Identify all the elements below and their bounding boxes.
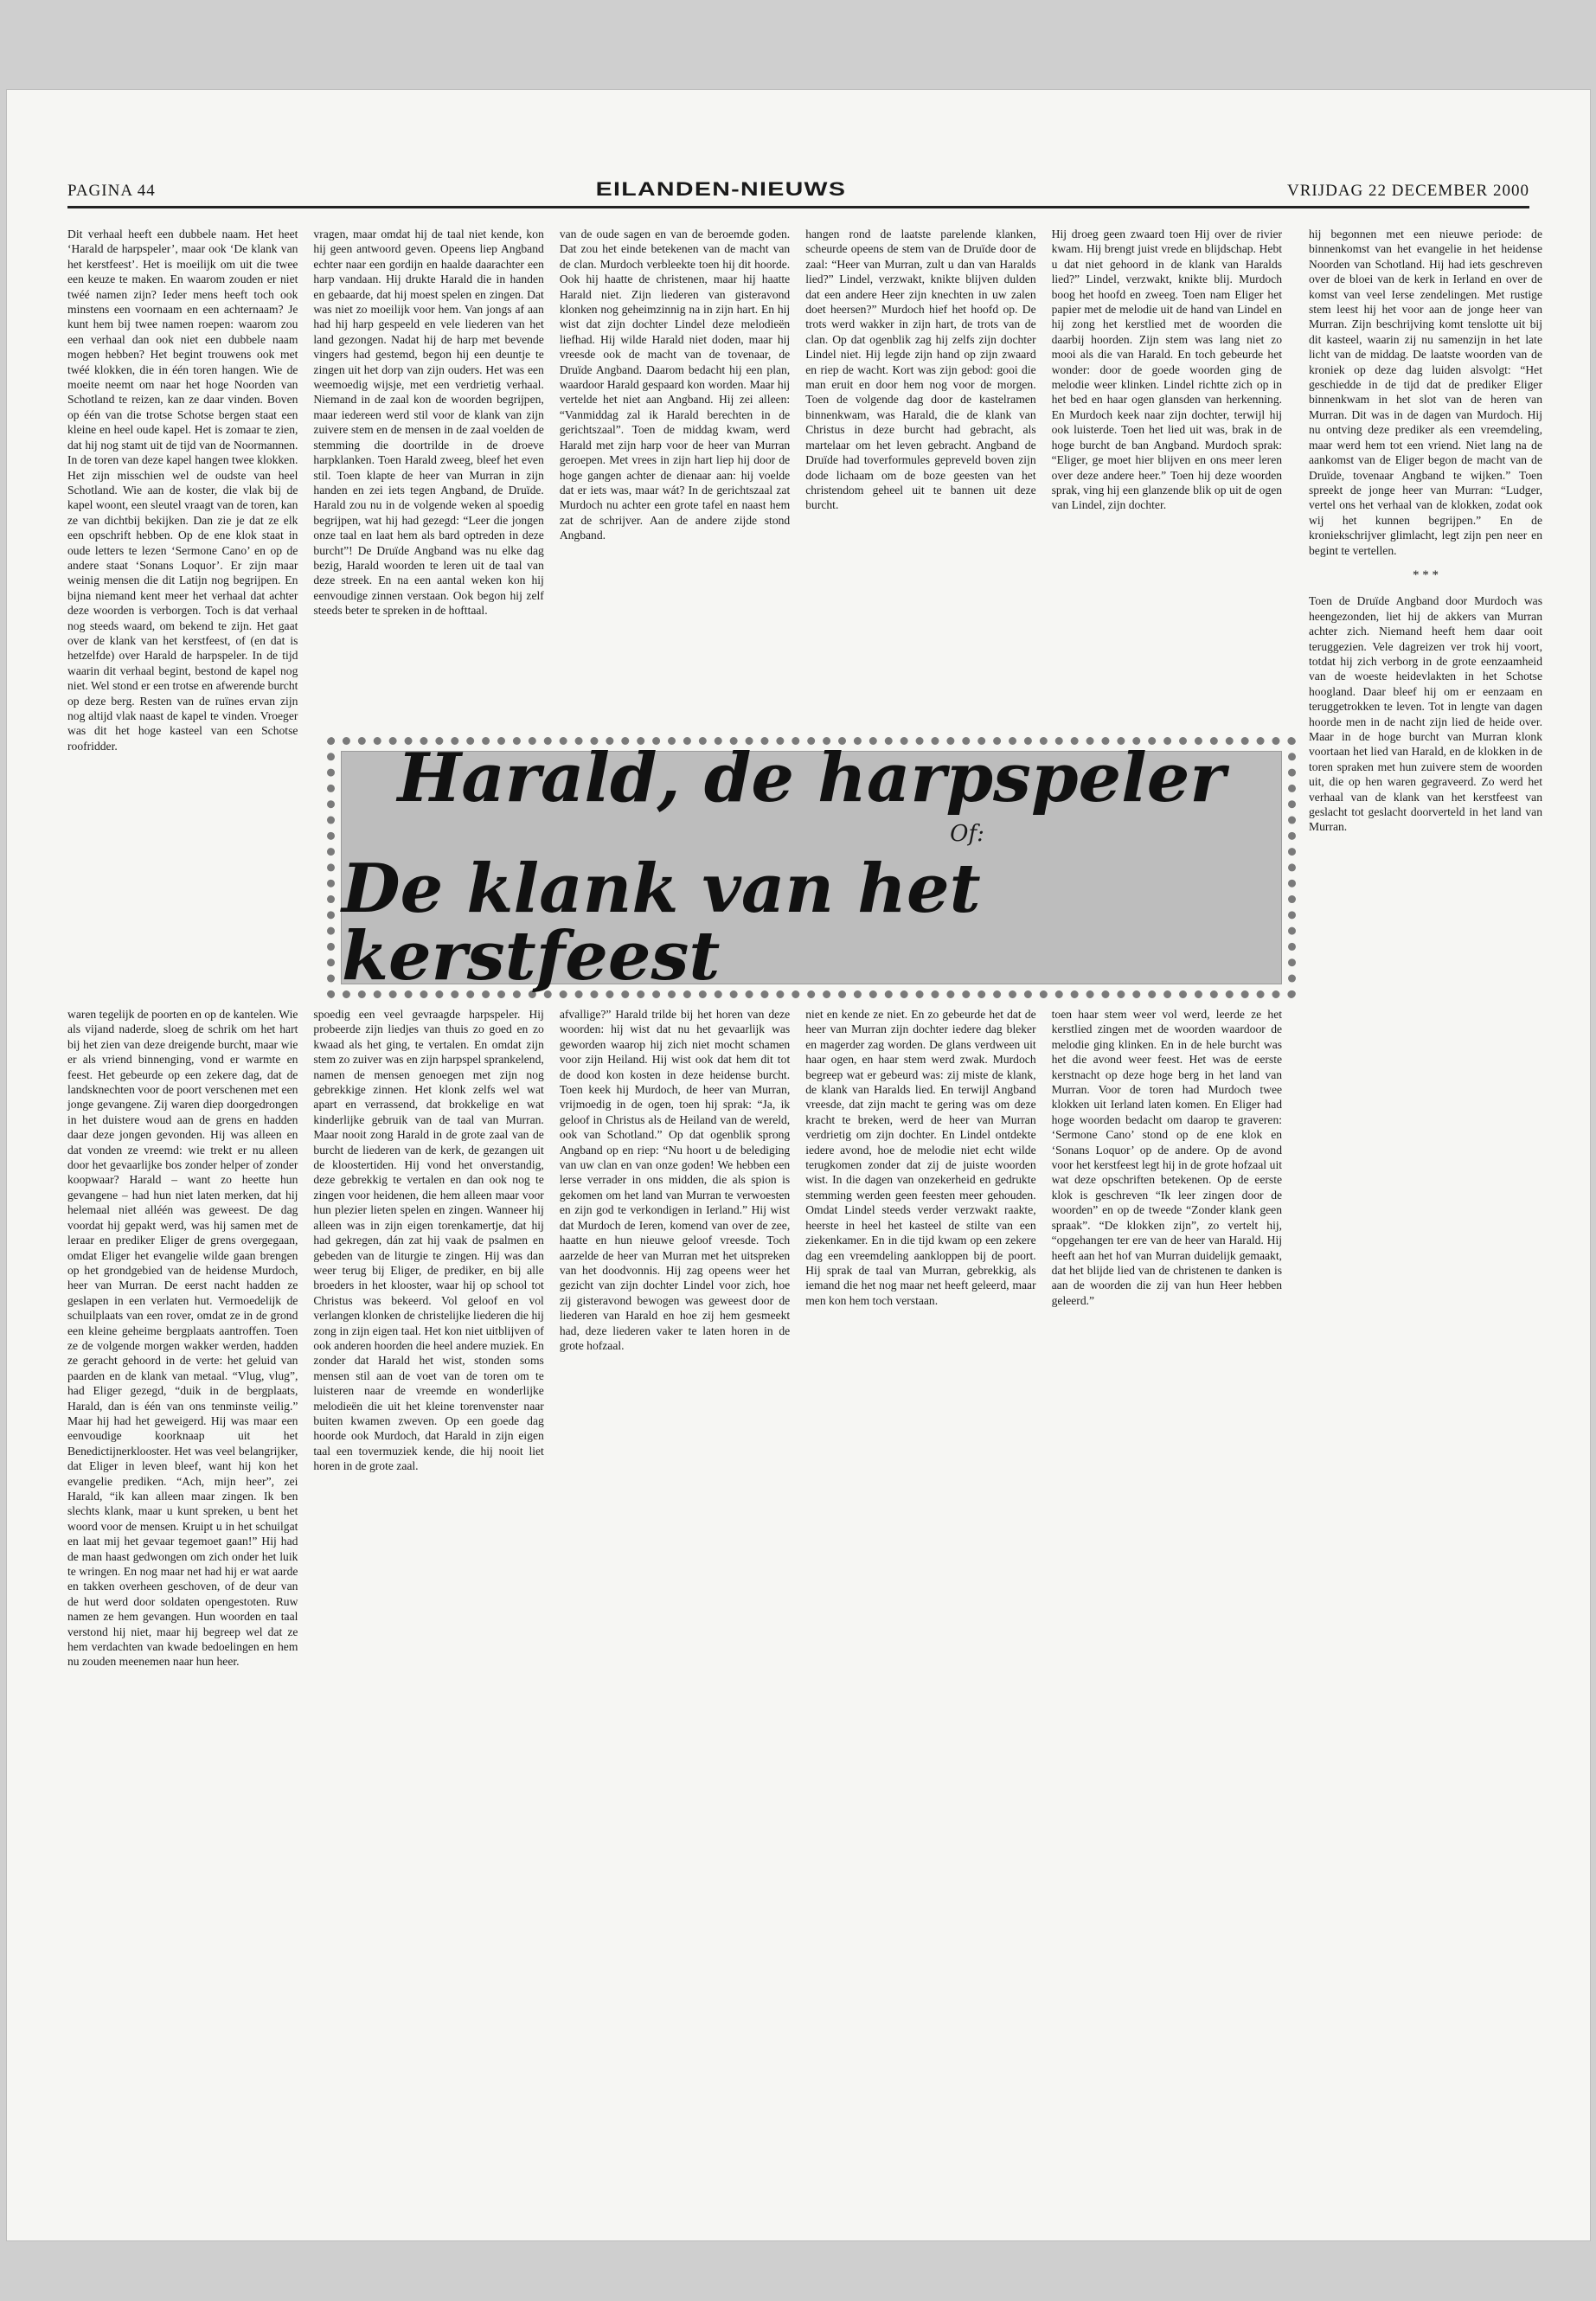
headline-subtitle: De klank van het kerstfeest: [342, 849, 981, 996]
paragraph: niet en kende ze niet. En zo gebeurde het dat de heer van Murran zijn dochter iedere dag bleker en magerder zag worden. De glans verdween uit haar ogen, en haar stem werd zwak. Murdoch begreep wat er gebeurd was: zij miste de klank, de klank van Haralds lied. En terwijl Angband vreesde, dat zijn macht te gering was om deze kracht te breken, werd de heer van Murran verdrietig om zijn dochter. En Lindel ontdekte iedere avond, hoe de melodie niet echt wilde terugkomen zonder dat zij de juiste woorden wist. In die dagen van onzekerheid en gedrukte stemming werden geen feesten meer gehouden. Omdat Lindel steeds verder verzwakt raakte, heerste in heel het kasteel de stilte van een ziekenkamer. En in die tijd kwam op een zekere dag een vreemdeling aankloppen bij de poort. Hij sprak de taal van Murran, gebrekkig, als iemand die het nog maar net heeft geleerd, maar men kon hem toch verstaan.: [805, 1008, 1036, 1307]
paragraph: Toen de Druïde Angband door Murdoch was heengezonden, liet hij de akkers van Murran achter zich. Niemand heeft hem daar ooit teruggezien. Vele dagreizen ver trok hij voort, totdat hij zich verborg in de grote eenzaamheid van de woeste heidevlakten in het Schotse hoogland. Daar bleef hij om er eenzaam en teruggetrokken te leven. Tot in lengte van dagen hoorde men in de nacht zijn lied de heide over. Maar in de hoge burcht van Murran klonk voortaan het lied van Harald, en de klokken in de toren spraken met hun zuivere stem de woorden uit, die op hen waren gegraveerd. Zo werd het verhaal van de klank van het kerstfeest van geslacht tot geslacht doorverteld in het land van Murran.: [1309, 594, 1542, 834]
section-divider: * * *: [1413, 567, 1439, 582]
paragraph: Hij droeg geen zwaard toen Hij over de rivier kwam. Hij brengt juist vrede en blijdschap. Hebt u dat niet gehoord in de klank van Haralds lied?” Lindel, verzwakt, knikte blij. Murdoch boog het hoofd en zweeg. Toen nam Eliger het papier met de melodie uit de hand van Lindel en hij zong het kerstlied met de woorden die daarbij hoorden. Zijn stem was lang niet zo mooi als die van Harald. En toch gebeurde het wonder: door de goede woorden ging de melodie weer klinken. Lindel richtte zich op in het bed en haar ogen glansden van herkenning. En Murdoch keek naar zijn dochter, terwijl hij ook luisterde. Toen het lied uit was, brak in de hoge burcht de ban Angband. Murdoch sprak: “Eliger, ge moet hier blijven en ons meer leren over deze andere heer.” Toen hij deze woorden sprak, ving hij een glanzende blik op uit de ogen van Lindel, zijn dochter.: [1051, 228, 1283, 512]
article-bottom-columns: [67, 1007, 1282, 2218]
headline-box: [327, 737, 1296, 998]
headline-title: Harald, de harpspeler: [397, 739, 1226, 817]
column-4-bottom: [805, 1007, 1035, 2218]
article-top-columns: [67, 227, 1283, 753]
column-1-top: [67, 227, 298, 753]
masthead: EILANDEN-NIEUWS: [596, 178, 847, 200]
paragraph: Dit verhaal heeft een dubbele naam. Het heet ‘Harald de harpspeler’, maar ook ‘De klank van het kerstfeest’. Het is moeilijk om uit die twee een keuze te maken. En waarom zouden er niet twéé namen zijn? Ieder mens heeft toch ook minstens een voornaam en een achternaam? Je kunt hem bij twee namen roepen: waarom zou een verhaal dan ook niet een dubbele naam mogen hebben? Het begint trouwens ook met twéé klokken, die in één toren hangen. Wie de moeite neemt om naar het hoge Noorden van Schotland te reizen, kan ze daar vinden. Boven op één van die trotse Schotse bergen staat een kleine en heel oude kapel. Het is zomaar te zien, dat hij nog stamt uit de tijd van de Noormannen. In de toren van deze kapel hangen twee klokken. Het zijn misschien wel de oudste van heel Schotland. Wie aan de koster, die vlak bij de kapel woont, een sleutel vraagt van de toren, kan ze van dichtbij bekijken. Dan zie je dat ze elk een opschrift hebben. Op de ene klok staat in oude letters te lezen ‘Sermone Cano’ en op de andere staat ‘Sonans Loquor’. Er zijn maar weinig mensen die dit Latijn nog begrijpen. En bijna niemand kent meer het verhaal dat achter deze woorden is verborgen. Toch is dat verhaal nog steeds waard, om bekend te zijn. Het gaat over de klank van het kerstfeest, of (en dat is hetzelfde) over Harald de harpspeler. In de tijd waarin dit verhaal begint, bestond de kapel nog niet. Wel stond er een trotse en afwerende burcht op deze berg. Resten van de ruïnes ervan zijn nog altijd vlak naast de kapel te vinden. Vroeger was dit het hoge kasteel van een Schotse roofridder.: [67, 228, 298, 753]
column-6: [1309, 227, 1542, 2216]
page-header: [67, 166, 1529, 208]
paragraph: van de oude sagen en van de beroemde goden. Dat zou het einde betekenen van de macht van de clan. Murdoch verbleekte toen hij dit hoorde. Ook hij haatte de christenen, maar hij haatte Harald niet. Zijn liederen van gisteravond klonken nog geheimzinnig na in zijn hart. En hij wist dat zijn dochter Lindel deze melodieën liefhad. Hij wilde Harald niet doden, maar hij vreesde ook de macht van de tovenaar, de Druïde Angband. Daarom bedacht hij een plan, waardoor Harald gespaard kon worden. Maar hij vertelde het niet aan Angband. Hij zei alleen: “Vanmiddag zal ik Harald berechten in de gerichtszaal”. Toen de middag kwam, werd Harald met zijn harp voor de heer van Murran geroepen. Met vrees in zijn hart liep hij door de hoge gangen achter de dienaar aan: hij voelde dat er iets was, maar wát? In de gerichtszaal zat Murdoch nu achter een grote tafel en naast hem zat de schrijver. Aan de andere zijde stond Angband.: [559, 228, 791, 542]
dateline: VRIJDAG 22 DECEMBER 2000: [1287, 182, 1529, 200]
column-3-top: [560, 227, 790, 728]
column-1-bottom: [67, 1007, 298, 2218]
column-5-top: [1052, 227, 1282, 728]
column-2-bottom: [313, 1007, 543, 2218]
newspaper-page: [7, 90, 1590, 2240]
column-3-bottom: [560, 1007, 790, 2218]
paragraph: hij begonnen met een nieuwe periode: de binnenkomst van het evangelie in het heidense Noorden van Schotland. Hij had iets geschreven over de bloei van de kerk in Ierland en over de komst van veel Ierse zendelingen. Met rustige stem leest hij het voor aan de jonge heer van Murran. Zijn beschrijving komt tenslotte uit bij dit kasteel, waarin zij nu samenzijn in het late licht van de middag. De laatste woorden van de kroniek op deze dag luiden alsvolgt: “Het geschiedde in de tijd dat de prediker Eliger binnenkwam in het slot van de heren van Murran. Dit was in de dagen van Murdoch. Hij nu ontving deze prediker als een vreemdeling, maar werd hem tot een vriend. Niet lang na de aankomst van de Eliger begon de macht van de Druïde, tovenaar Angband te wijken.” Toen spreekt de jonge heer van Murran: “Ludger, vertel ons het verhaal van de klokken, zodat ook wij het kunnen begrijpen.” En de kroniekschrijver glimlacht, legt zijn pen neer en begint te vertellen.: [1309, 228, 1542, 557]
paragraph: vragen, maar omdat hij de taal niet kende, kon hij geen antwoord geven. Opeens liep Angband echter naar een gordijn en haalde daarachter een harp vandaan. Hij drukte Harald die in handen en gebaarde, dat hij moest spelen en zingen. Dat was niet zo moeilijk voor hem. Van jongs af aan had hij harp gespeeld en vele liederen van het land gezongen. Nadat hij de harp met bevende vingers had gestemd, begon hij een deuntje te zingen uit het dorp van zijn ouders. Het was een weemoedig wijsje, met een verdrietig verhaal. Niemand in de zaal kon de woorden begrijpen, maar iedereen werd stil voor de klank van zijn zuivere stem en de mensen in de zaal voelden de stemming die doortrilde in de droeve harpklanken. Toen Harald zweeg, bleef het even stil. Toen klapte de heer van Murran in zijn handen en zei iets tegen Angband, de Druïde. Harald zou nu in de volgende weken al spoedig begrijpen, wat hij had gezegd: “Leer die jongen onze taal en laat hem als bard optreden in deze burcht”! De Druïde Angband was nu elke dag bezig, Harald woorden te leren uit de taal van deze streek. En na een aantal weken kon hij eenvoudige zinnen verstaan. Ook begon hij zelf steeds beter te spreken in de hofttaal.: [313, 228, 544, 618]
paragraph: waren tegelijk de poorten en op de kantelen. Wie als vijand naderde, sloeg de schrik om het hart bij het zien van deze dreigende burcht, maar wie er als vriend binnenging, vond er warmte en feest. Het gebeurde op een zekere dag, dat de landsknechten voor de poort verschenen met een jonge gevangene. Zij waren diep doorgedrongen in het duistere woud aan de grens en hadden daar deze jongen gevonden. Hij was alleen en dat vonden ze vreemd: wie trekt er nu alleen door het gevaarlijke bos zonder helper of zonder koopwaar? Harald – want zo heette hun gevangene – had hun niet laten merken, dat hij helemaal niet alléén was geweest. De dag voordat hij gepakt werd, was hij samen met de leraar en prediker Eliger de grens overgegaan, omdat Eliger het evangelie wilde gaan brengen op het grondgebied van de heidense Murdoch, heer van Murran. De eerst nacht hadden ze geslapen in een verlaten hut. Vermoedelijk de schuilplaats van een rover, omdat ze in de grond een kleine geheime bergplaats aantroffen. Toen ze de volgende morgen wakker werden, hadden ze geracht gehoord in de verte: het geluid van paarden en de klank van metaal. “Vlug, vlug”, had Eliger gezegd, “duik in de bergplaats, Harald, dan is één van ons tenminste veilig.” Maar hij had het geweigerd. Hij was maar een eenvoudige koorknaap uit het Benedictijnerklooster. Het was veel belangrijker, dat Eliger in leven bleef, want hij kon het evangelie prediken. “Ach, mijn heer”, zei Harald, “ik kan alleen maar zingen. Ik ben slechts klank, maar u kunt spreken, u bent het woord voor de mensen. Kruipt u in het schuilgat en laat mij het gevaar tegemoet gaan!” Hij had de man haast gedwongen om zich onder het luik te wringen. En nog maar net had hij er wat aarde en takken overheen geschoven, of de deur van de hut werd door soldaten opengestoten. Ruw namen ze hem gevangen. Hun woorden en taal verstond hij niet, maar hij begreep wel dat ze hem verdachten van kwade bedoelingen en hem nu zouden meenemen naar hun heer.: [67, 1008, 298, 1669]
paragraph: toen haar stem weer vol werd, leerde ze het kerstlied zingen met de woorden waardoor de melodie ging klinken. En in de hele burcht was het die avond weer feest. Het was de eerste kerstnacht op deze hoge berg in het land van Murran. Voor de toren had Murdoch twee klokken uit Ierland laten komen. En Eliger had hoge woorden bedacht om daarop te graveren: ‘Sermone Cano’ stond op de ene klok en ‘Sonans Loquor’ op de andere. Op de avond voor het kerstfeest legt hij in de grote hofzaal uit wat deze opschriften betekenen. Op de eerste klok is geschreven “Ik leer zingen door de woorden” en op de tweede “Zonder klank geen spraak”. “De klokken zijn”, zo vertelt hij, “opgehangen ter ere van de heer van Harald. Hij heeft aan het hof van Murran duidelijk gemaakt, dat het blijde lied van de christenen te danken is aan de woorden die zij van hun Heer hebben geleerd.”: [1051, 1008, 1283, 1307]
headline-panel: [341, 739, 1282, 996]
page-number: PAGINA 44: [67, 182, 156, 200]
paragraph: afvallige?” Harald trilde bij het horen van deze woorden: hij wist dat nu het gevaarlijk was geworden waarop hij zich niet mocht schamen voor zijn Heiland. Hij wist ook dat hem dit tot de dood kon kosten in deze heidense burcht. Toen keek hij Murdoch, de heer van Murran, vrijmoedig in de ogen, toen hij sprak: “Ja, ik geloof in Christus als de Heiland van de wereld, ook van Schotland.” Op dat ogenblik sprong Angband op en riep: “Nu hoort u de belediging van uw clan en van onze goden! We hebben een lerse verrader in ons midden, die als spion is gekomen om het land van Murran te verwoesten en zijn god te verkondigen in Ierland.” Hij wist dat Murdoch de Ieren, komend van over de zee, haatte en hun nieuwe geloof vreesde. Toch aarzelde de heer van Murran met het uitspreken van het doodvonnis. Hij zag opeens weer het gezicht van zijn dochter Lindel voor zich, hoe zij gisteravond bewogen was geweest door de liederen van Harald en hoe zij hem gesmeekt had, deze liederen vaker te laten horen in de grote hofzaal.: [559, 1008, 791, 1352]
headline-or: Of:: [950, 821, 984, 847]
paragraph: spoedig een veel gevraagde harpspeler. Hij probeerde zijn liedjes van thuis zo goed en zo kwaad als het ging, te vertalen. En omdat zijn stem zo zuiver was en zijn harpspel sprankelend, namen de mensen genoegen met zijn nog gebrekkige zinnen. Het klonk zelfs wel wat apart en verrassend, dat brokkelige en wat kinderlijke gebruik van de taal van Murran. Maar nooit zong Harald in de grote zaal van de burcht de liederen van de kerk, de gezangen uit de kloostertiden. Hij vond het onverstandig, deze gebrekkig te vertalen en dan ook nog te zingen voor heidenen, die hem alleen maar voor hun plezier lieten spelen en zingen. Wanneer hij alleen was in zijn eigen torenkamertje, dat hij had gekregen, dán zat hij vaak de psalmen en gebeden van de liturgie te zingen. Hij was dan weer terug bij Eliger, de prediker, en bij alle broeders in het klooster, waar hij op school tot Christus was bekeerd. Vol geloof en vol verlangen klonken de christelijke liederen die hij zong in zijn eigen taal. Het kon niet uitblijven of ook anderen hoorden die heel andere muziek. En zonder dat Harald het wist, stonden soms mensen stil aan de voet van de toren om te luisteren naar de vreemde en wonderlijke melodieën die uit het kleine torenvenster naar buiten kwamen zweven. Op een goede dag hoorde ook Murdoch, dat Harald in zijn eigen taal een tovermuziek kende, die hij nooit liet horen in de grote zaal.: [313, 1008, 544, 1473]
paragraph: hangen rond de laatste parelende klanken, scheurde opeens de stem van de Druïde door de zaal: “Heer van Murran, zult u dan van Haralds lied?” Lindel, verzwakt, knikte blijven dulden dat een andere Heer zijn knechten in uw zalen doet heersen?” Murdoch hief het hoofd op. De trots werd wakker in zijn hart, de trots van de clan. Op dat ogenblik zag hij zelfs zijn dochter Lindel niet. Hij legde zijn hand op zijn zwaard en riep de wacht. Kort was zijn gebod: gooi die man eruit en door hem nog voor de morgen. Toen de volgende dag door de kastelramen binnenkwam, was Harald, die de klank van Christus in deze burcht had gebracht, als martelaar om het leven gebracht. Angband de Druïde had toverformules gepreveld boven zijn dode lichaam om de boze geesten van het christendom geheel uit te bannen uit deze burcht.: [805, 228, 1036, 512]
column-4-top: [805, 227, 1035, 728]
column-5-bottom: [1052, 1007, 1282, 2218]
column-2-top: [313, 227, 543, 728]
